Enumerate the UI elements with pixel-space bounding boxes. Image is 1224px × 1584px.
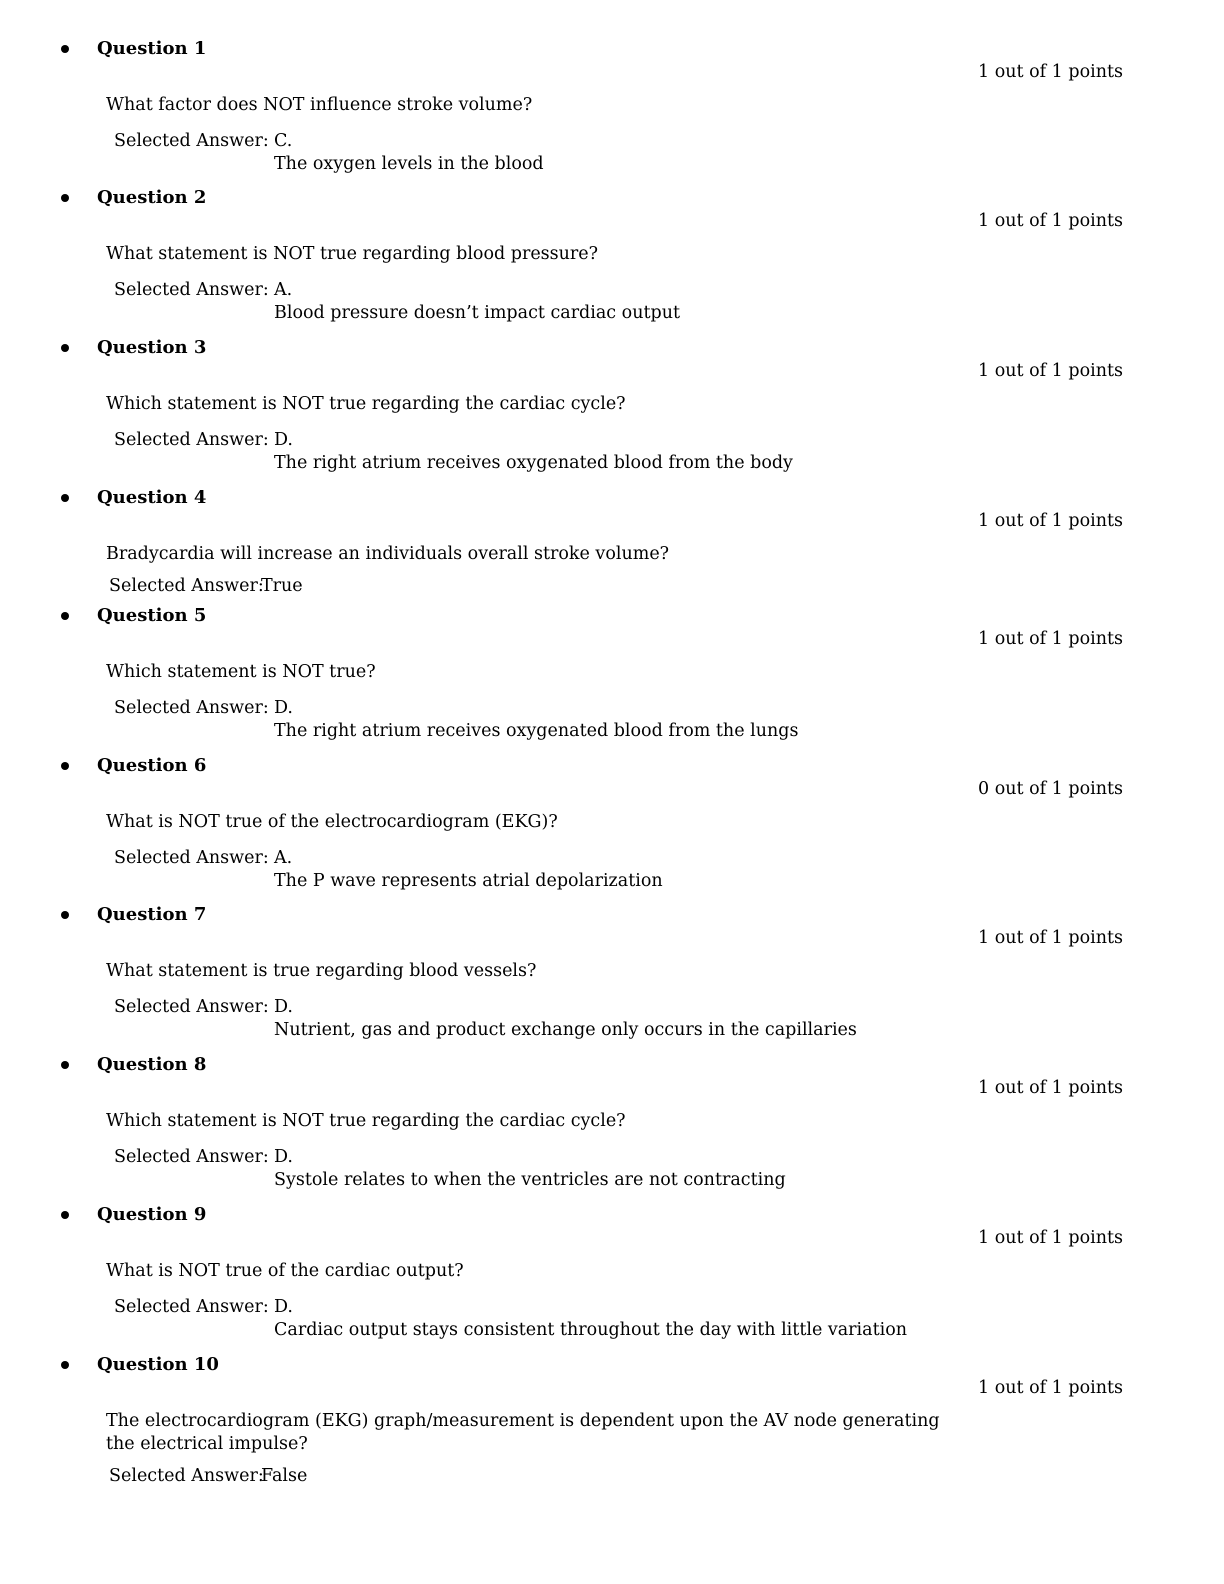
- question-score: 1 out of 1 points: [978, 629, 1123, 649]
- question-title: Question 1: [97, 38, 207, 59]
- selected-answer-letter: D.: [274, 1147, 293, 1167]
- question-title: Question 5: [97, 605, 207, 626]
- selected-answer-letter: D.: [274, 997, 293, 1017]
- question-score: 1 out of 1 points: [978, 1378, 1123, 1398]
- selected-answer-letter: D.: [274, 698, 293, 718]
- question-title: Question 7: [97, 904, 207, 925]
- question-score: 1 out of 1 points: [978, 211, 1123, 231]
- selected-answer-letter: D.: [274, 430, 293, 450]
- selected-answer-letter: A.: [274, 280, 293, 300]
- selected-answer-label: Selected Answer:: [114, 1147, 269, 1167]
- selected-answer-label: Selected Answer:: [114, 1297, 269, 1317]
- question-title: Question 3: [97, 337, 207, 358]
- question-title: Question 8: [97, 1054, 207, 1075]
- question-text: What statement is NOT true regarding blood pressure?: [106, 244, 599, 264]
- question-score: 1 out of 1 points: [978, 928, 1123, 948]
- question-score: 1 out of 1 points: [978, 361, 1123, 381]
- selected-answer-text: The right atrium receives oxygenated blood from the body: [274, 453, 793, 473]
- question-score: 0 out of 1 points: [978, 779, 1123, 799]
- selected-answer-value: False: [261, 1466, 308, 1486]
- question-title: Question 6: [97, 755, 207, 776]
- question-score: 1 out of 1 points: [978, 511, 1123, 531]
- selected-answer-text: The oxygen levels in the blood: [274, 154, 544, 174]
- selected-answer-text: The right atrium receives oxygenated blood from the lungs: [274, 721, 799, 741]
- question-text: Which statement is NOT true regarding the cardiac cycle?: [106, 1111, 626, 1131]
- bullet-icon: [61, 194, 69, 202]
- bullet-icon: [61, 1061, 69, 1069]
- selected-answer-label: Selected Answer:: [114, 698, 269, 718]
- question-title: Question 9: [97, 1204, 207, 1225]
- selected-answer-label: Selected Answer:: [109, 1466, 264, 1486]
- selected-answer-letter: D.: [274, 1297, 293, 1317]
- question-title: Question 2: [97, 187, 207, 208]
- selected-answer-label: Selected Answer:: [114, 848, 269, 868]
- question-text: Which statement is NOT true regarding the cardiac cycle?: [106, 394, 626, 414]
- selected-answer-text: Systole relates to when the ventricles are not contracting: [274, 1170, 786, 1190]
- question-title: Question 10: [97, 1354, 219, 1375]
- question-text: What is NOT true of the cardiac output?: [106, 1261, 464, 1281]
- selected-answer-letter: C.: [274, 131, 293, 151]
- bullet-icon: [61, 344, 69, 352]
- selected-answer-text: Blood pressure doesn’t impact cardiac output: [274, 303, 681, 323]
- bullet-icon: [61, 1361, 69, 1369]
- question-text: What factor does NOT influence stroke volume?: [106, 95, 533, 115]
- selected-answer-letter: A.: [274, 848, 293, 868]
- question-text: What is NOT true of the electrocardiogram (EKG)?: [106, 812, 558, 832]
- bullet-icon: [61, 612, 69, 620]
- selected-answer-value: True: [261, 576, 303, 596]
- bullet-icon: [61, 494, 69, 502]
- selected-answer-label: Selected Answer:: [114, 280, 269, 300]
- selected-answer-label: Selected Answer:: [114, 430, 269, 450]
- question-text: What statement is true regarding blood vessels?: [106, 961, 537, 981]
- question-text: Bradycardia will increase an individuals overall stroke volume?: [106, 544, 670, 564]
- question-text: Which statement is NOT true?: [106, 662, 376, 682]
- selected-answer-text: Cardiac output stays consistent throughout the day with little variation: [274, 1320, 908, 1340]
- bullet-icon: [61, 45, 69, 53]
- bullet-icon: [61, 911, 69, 919]
- question-score: 1 out of 1 points: [978, 1078, 1123, 1098]
- question-title: Question 4: [97, 487, 207, 508]
- question-score: 1 out of 1 points: [978, 1228, 1123, 1248]
- selected-answer-text: The P wave represents atrial depolarization: [274, 871, 663, 891]
- selected-answer-label: Selected Answer:: [114, 131, 269, 151]
- selected-answer-label: Selected Answer:: [109, 576, 264, 596]
- question-score: 1 out of 1 points: [978, 62, 1123, 82]
- bullet-icon: [61, 1211, 69, 1219]
- selected-answer-text: Nutrient, gas and product exchange only occurs in the capillaries: [274, 1020, 857, 1040]
- bullet-icon: [61, 762, 69, 770]
- selected-answer-label: Selected Answer:: [114, 997, 269, 1017]
- question-text: The electrocardiogram (EKG) graph/measurement is dependent upon the AV node generating the electrical impulse?: [106, 1411, 940, 1454]
